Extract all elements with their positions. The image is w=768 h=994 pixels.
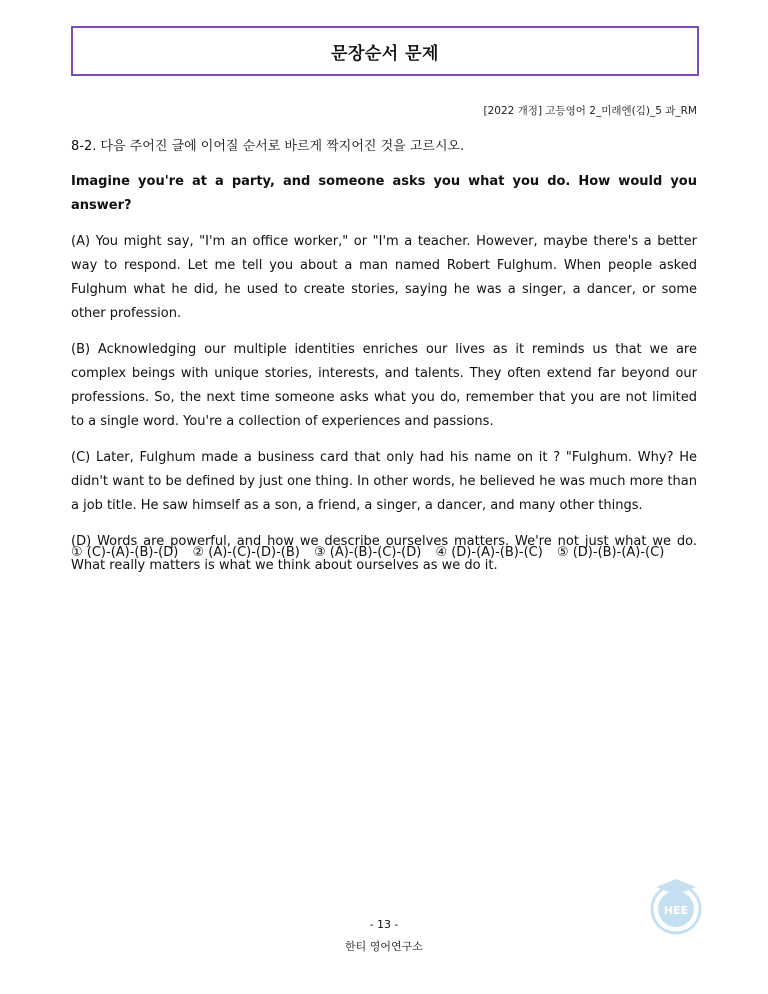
title-box — [71, 26, 699, 76]
question-text: 8-2. 다음 주어진 글에 이어질 순서로 바르게 짝지어진 것을 고르시오. — [71, 139, 465, 154]
paragraph-d: (D) Words are powerful, and how we describe ourselves matters. We're not just what we do. What really matters is what we think about ourselves as we do it. — [71, 534, 697, 573]
choice-1[interactable]: ① (C)-(A)-(B)-(D) — [71, 545, 179, 560]
choice-2[interactable]: ② (A)-(C)-(D)-(B) — [192, 545, 300, 560]
choice-4[interactable]: ④ (D)-(A)-(B)-(C) — [435, 545, 543, 560]
answer-choices — [71, 545, 674, 560]
paragraph-b: (B) Acknowledging our multiple identities enriches our lives as it reminds us that we are complex beings with unique stories, interests, and talents. They often extend far beyond our professions. So, the next time someone asks what you do, remember that you are not limited to a single word. You're a collection of experiences and passions. — [71, 342, 697, 429]
choice-5[interactable]: ⑤ (D)-(B)-(A)-(C) — [556, 545, 665, 560]
footer-org: 한티 영어연구소 — [345, 940, 423, 953]
paragraph-a: (A) You might say, "I'm an office worker," or "I'm a teacher. However, maybe there's a better way to respond. Let me tell you about a man named Robert Fulghum. When people asked Fulghum what he did, he used to create stories, saying he was a singer, a dancer, or some other profession. — [71, 234, 697, 321]
choice-3[interactable]: ③ (A)-(B)-(C)-(D) — [313, 545, 422, 560]
svg-text:HEE: HEE — [663, 904, 689, 917]
page-number: - 13 - — [369, 918, 399, 931]
page-title: 문장순서 문제 — [331, 43, 439, 64]
passage — [71, 170, 697, 590]
source-label: [2022 개정] 고등영어 2_미래엔(김)_5 과_RM — [483, 105, 697, 117]
paragraph-c: (C) Later, Fulghum made a business card that only had his name on it ? "Fulghum. Why? He didn't want to be defined by just one thing. In other words, he believed he was much more than a job title. He saw himself as a son, a friend, a singer, a dancer, and many other things. — [71, 450, 697, 513]
intro-sentence: Imagine you're at a party, and someone asks you what you do. How would you answer? — [71, 174, 697, 213]
